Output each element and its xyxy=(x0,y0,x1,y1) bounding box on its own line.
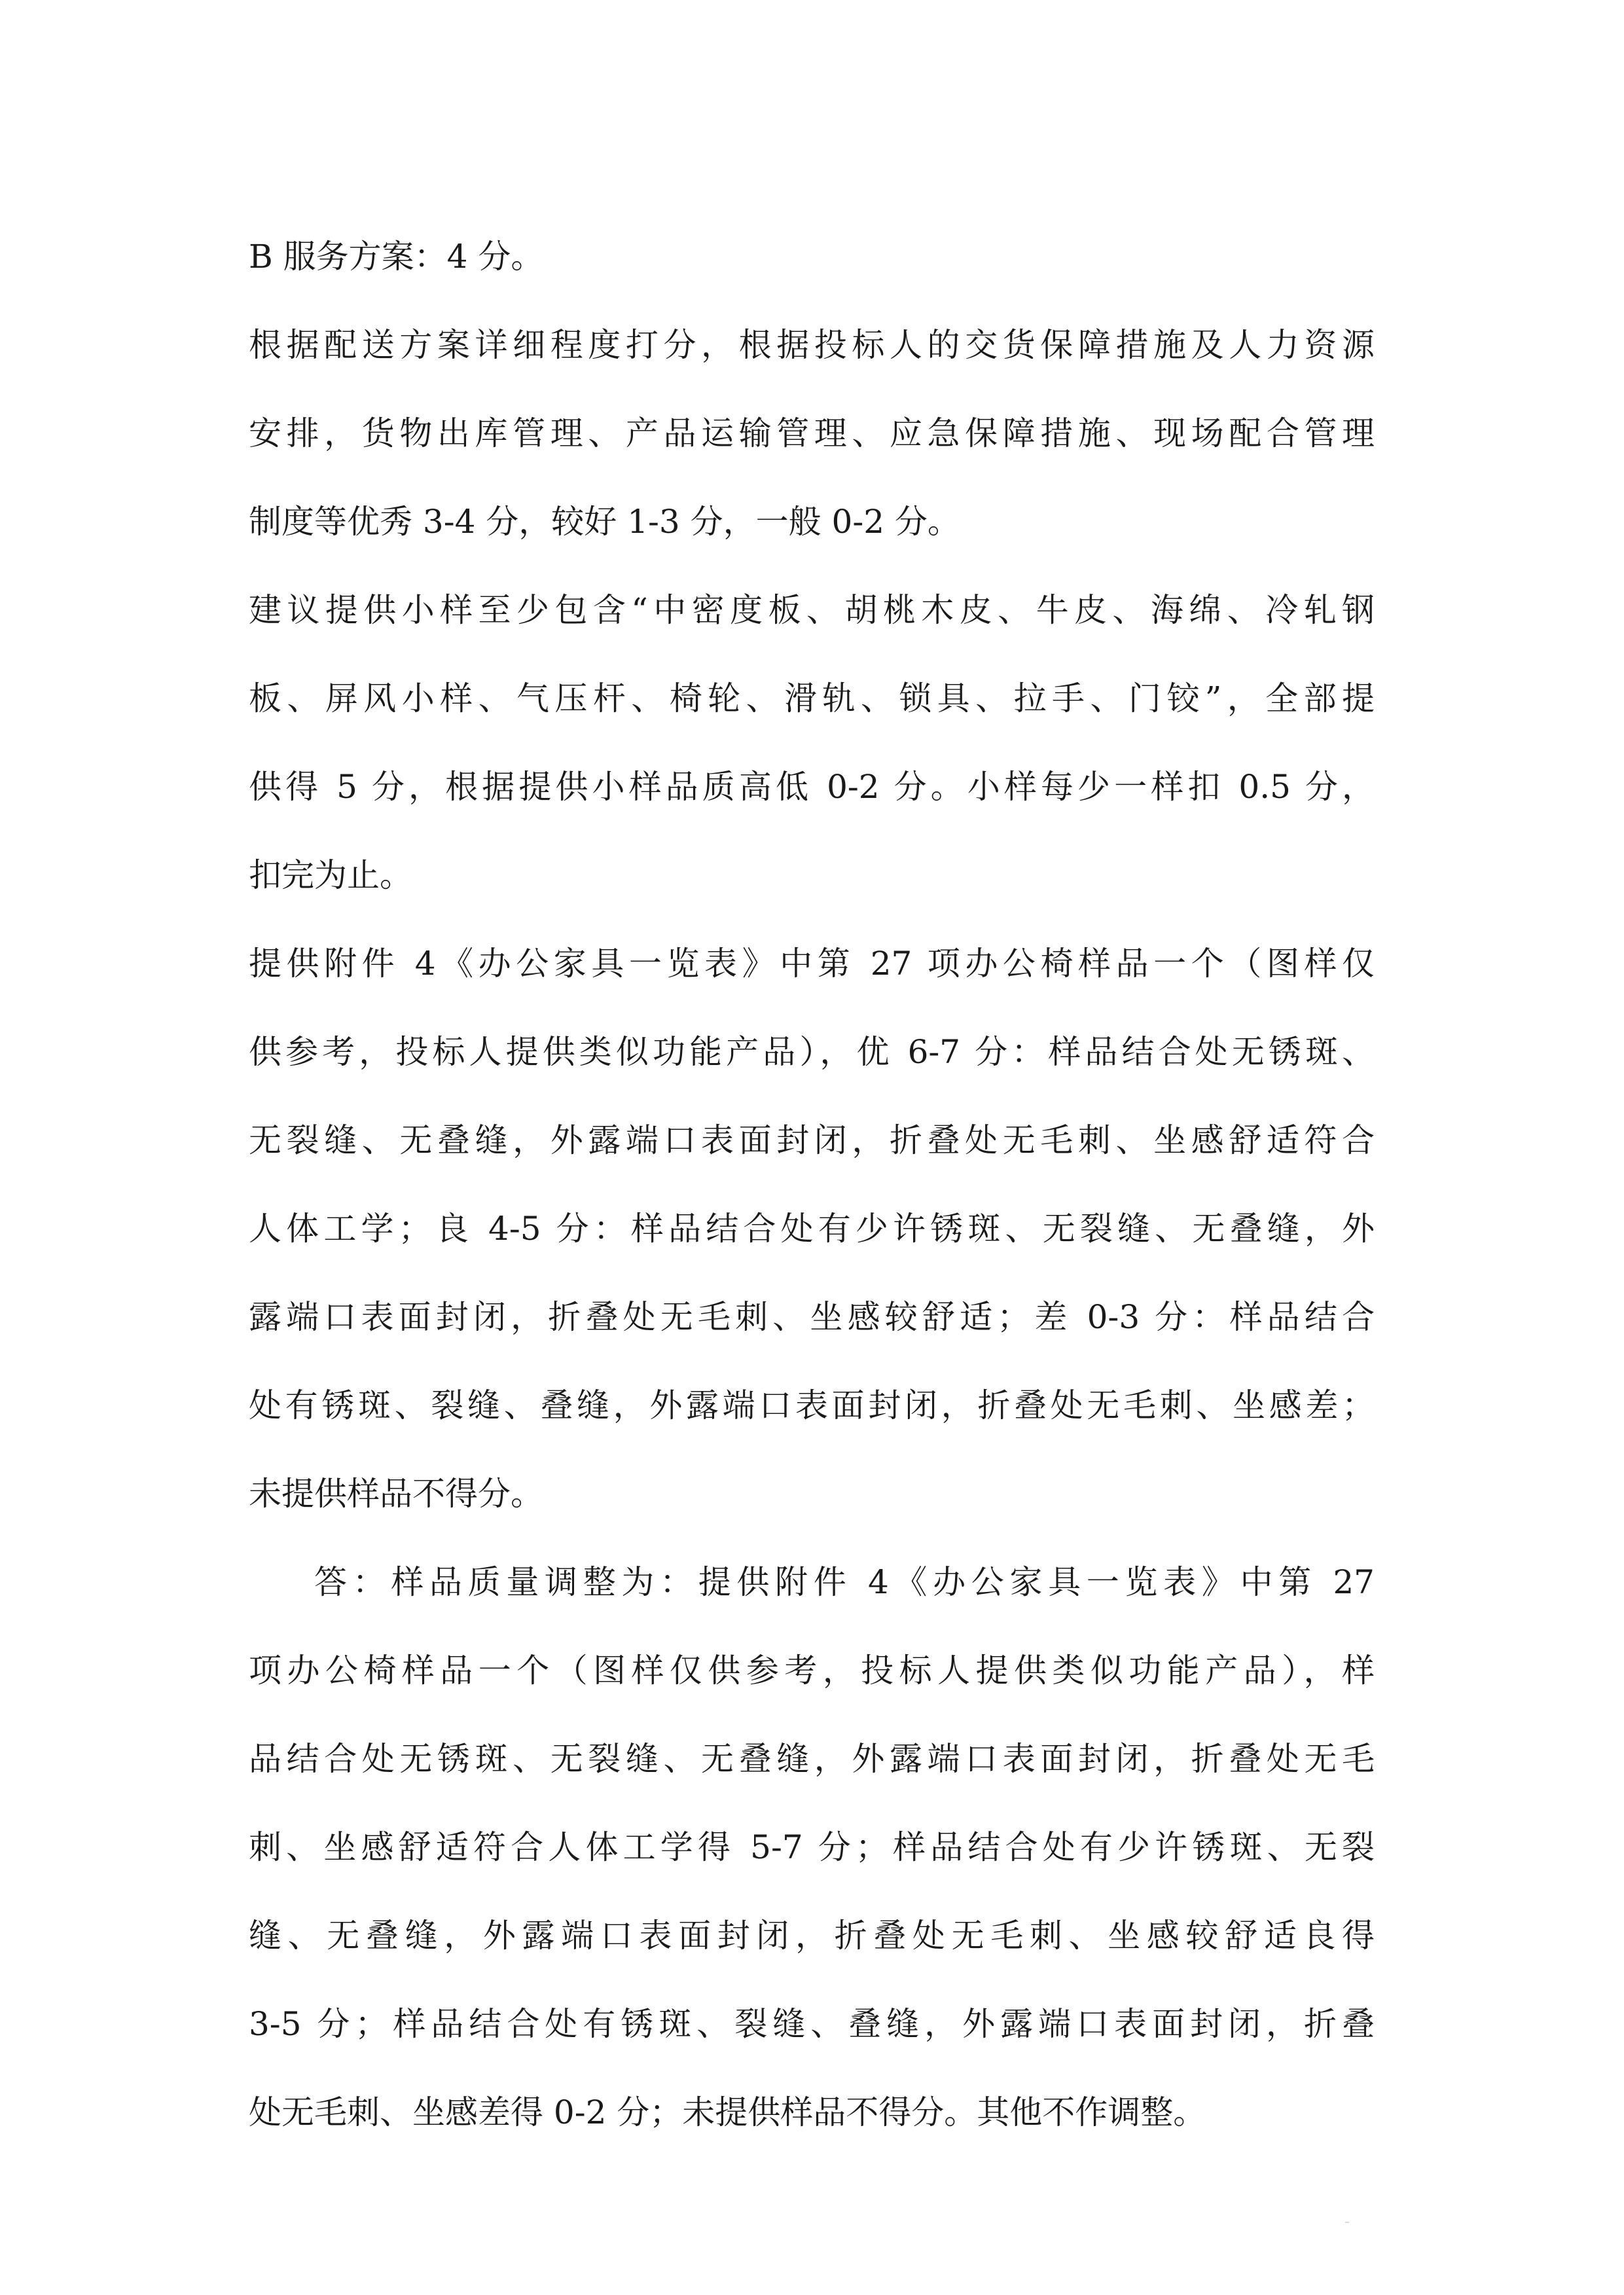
text-line: 提供附件 4《办公家具一览表》中第 27 项办公椅样品一个（图样仅 xyxy=(249,945,1375,983)
text-line: 答：样品质量调整为：提供附件 4《办公家具一览表》中第 27 xyxy=(314,1563,1375,1601)
text-line: 安排，货物出库管理、产品运输管理、应急保障措施、现场配合管理 xyxy=(249,414,1375,452)
text-line: 根据配送方案详细程度打分，根据投标人的交货保障措施及人力资源 xyxy=(249,326,1375,364)
document-body xyxy=(249,213,1375,2157)
paragraph-answer xyxy=(249,1538,1375,2157)
text-line: 人体工学；良 4-5 分：样品结合处有少许锈斑、无裂缝、无叠缝，外 xyxy=(249,1210,1375,1248)
text-line: 供参考，投标人提供类似功能产品），优 6-7 分：样品结合处无锈斑、 xyxy=(249,1033,1375,1071)
text-line: 供得 5 分，根据提供小样品质高低 0-2 分。小样每少一样扣 0.5 分， xyxy=(249,768,1375,806)
text-line: 露端口表面封闭，折叠处无毛刺、坐感较舒适；差 0-3 分：样品结合 xyxy=(249,1298,1375,1336)
text-line: B 服务方案：4 分。 xyxy=(249,238,544,276)
text-line: 刺、坐感舒适符合人体工学得 5-7 分；样品结合处有少许锈斑、无裂 xyxy=(249,1828,1375,1866)
paragraph-chair-sample xyxy=(249,920,1375,1538)
text-line: 缝、无叠缝，外露端口表面封闭，折叠处无毛刺、坐感较舒适良得 xyxy=(249,1917,1375,1955)
text-line: 项办公椅样品一个（图样仅供参考，投标人提供类似功能产品），样 xyxy=(249,1652,1375,1690)
text-line: 3-5 分；样品结合处有锈斑、裂缝、叠缝，外露端口表面封闭，折叠 xyxy=(249,2005,1375,2043)
text-line: 未提供样品不得分。 xyxy=(249,1475,543,1513)
text-line: 品结合处无锈斑、无裂缝、无叠缝，外露端口表面封闭，折叠处无毛 xyxy=(249,1740,1375,1778)
text-line: 板、屏风小样、气压杆、椅轮、滑轨、锁具、拉手、门铰”，全部提 xyxy=(249,679,1375,717)
text-line: 制度等优秀 3-4 分，较好 1-3 分，一般 0-2 分。 xyxy=(249,503,960,541)
paragraph-small-samples xyxy=(249,566,1375,920)
paragraph-service-plan xyxy=(249,213,1375,301)
scan-mark xyxy=(1345,2222,1349,2223)
text-line: 处无毛刺、坐感差得 0-2 分；未提供样品不得分。其他不作调整。 xyxy=(249,2093,1206,2131)
text-line: 处有锈斑、裂缝、叠缝，外露端口表面封闭，折叠处无毛刺、坐感差； xyxy=(249,1386,1375,1424)
text-line: 扣完为止。 xyxy=(249,856,412,894)
text-line: 无裂缝、无叠缝，外露端口表面封闭，折叠处无毛刺、坐感舒适符合 xyxy=(249,1121,1375,1159)
text-line: 建议提供小样至少包含“中密度板、胡桃木皮、牛皮、海绵、冷轧钢 xyxy=(249,591,1375,629)
paragraph-delivery-scoring xyxy=(249,301,1375,566)
